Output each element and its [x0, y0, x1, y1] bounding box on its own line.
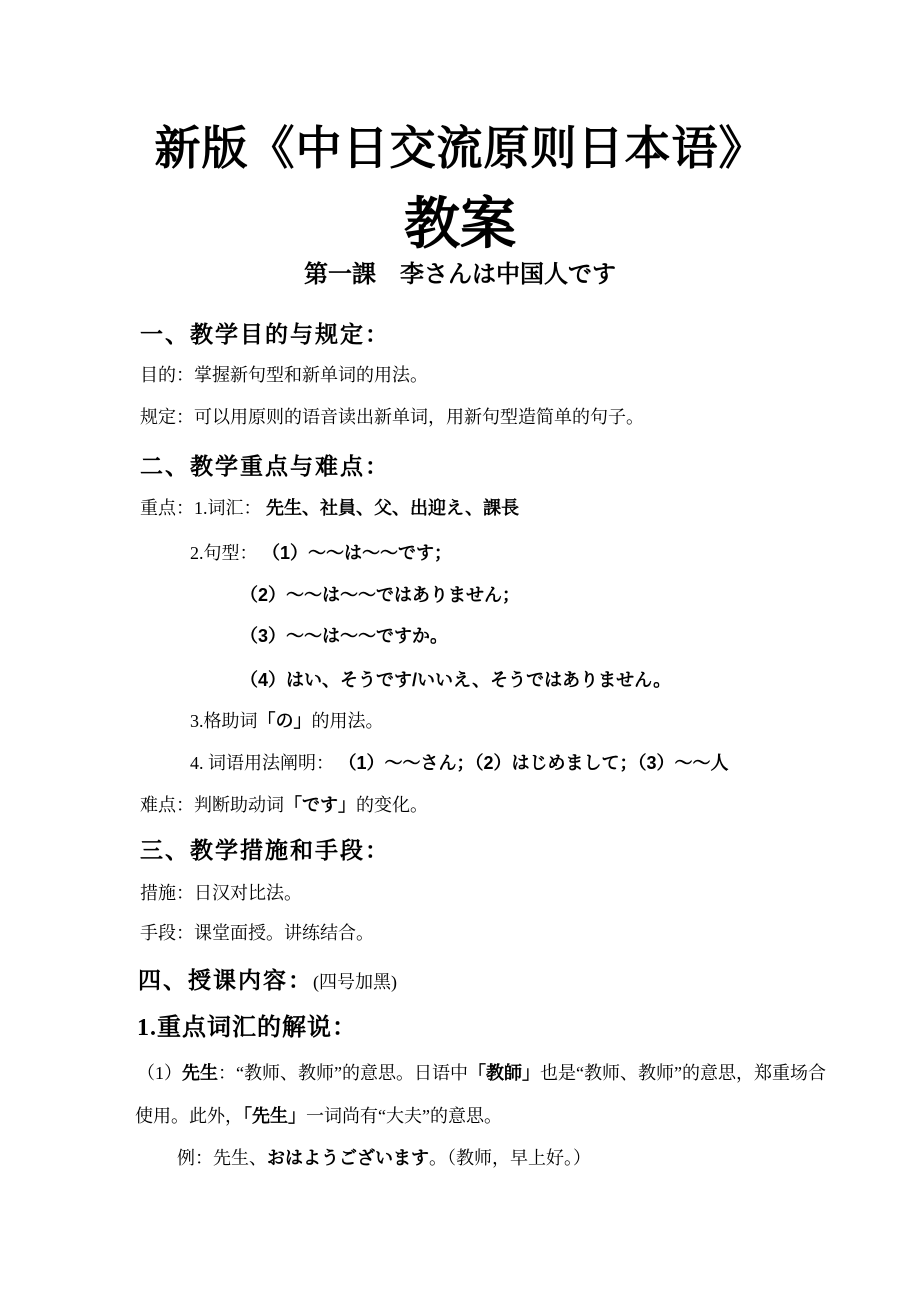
section1-requirement-line: 规定：可以用原则的语音读出新单词，用新句型造简单的句子。 — [140, 407, 644, 427]
section2-pattern-item4: （4）はい、そうです/いいえ、そうではありません。 — [240, 670, 672, 690]
section3-method-line: 措施：日汉对比法。 — [140, 883, 302, 903]
section1-purpose-line: 目的：掌握新句型和新单词的用法。 — [140, 365, 428, 385]
example-tail: 。（教师，早上好。） — [429, 1148, 591, 1168]
pattern-item1: （1）～～は～～です； — [262, 543, 453, 563]
section2-pattern-item3: （3）～～は～～ですか。 — [240, 626, 449, 646]
keypoint-vocabulary-words: 先生、社員、父、出迎え、課長 — [266, 498, 520, 518]
keypoint-prefix: 重点：1.词汇： — [140, 498, 262, 518]
vocab-item1-example — [177, 1144, 591, 1170]
difficulty-prefix: 难点：判断助动词 — [140, 795, 284, 815]
item1-line2-tail: 一词尚有“大夫”的意思。 — [306, 1106, 502, 1126]
section2-usage-line — [190, 749, 729, 775]
section2-keypoint-line — [140, 494, 519, 520]
difficulty-desu: 「です」 — [284, 795, 356, 815]
usage-prefix: 4. 词语用法阐明： — [190, 753, 334, 773]
item1-word-sensei-brackets: 「先生」 — [243, 1106, 306, 1126]
difficulty-suffix: 的变化。 — [356, 795, 428, 815]
particle-prefix: 3.格助词 — [190, 711, 258, 731]
section2-difficulty-line — [140, 791, 428, 817]
particle-suffix: 的用法。 — [311, 711, 384, 731]
section4-heading-text: 四、授课内容： — [138, 968, 313, 993]
lesson-title: 第一課 李さんは中国人です — [304, 261, 616, 288]
particle-no: 「の」 — [257, 711, 312, 731]
item1-line2-head: 使用。此外， — [135, 1106, 243, 1126]
section2-pattern-item2: （2）～～は～～ではありません； — [240, 585, 521, 605]
example-prefix: 例：先生、 — [177, 1148, 267, 1168]
section3-means-line: 手段：课堂面授。讲练结合。 — [140, 923, 374, 943]
item1-word-sensei: 先生 — [182, 1063, 218, 1083]
section2-pattern-line1 — [190, 539, 452, 565]
section4-sub-heading: 1.重点词汇的解说： — [137, 1015, 357, 1041]
vocab-item1-line2 — [135, 1102, 502, 1128]
usage-items: （1）～～さん；（2）はじめまして；（3）～～人 — [338, 753, 729, 773]
book-title: 新版《中日交流原则日本语》 — [154, 123, 766, 174]
item1-word-kyoushi: 「教師」 — [467, 1063, 540, 1083]
section4-heading-note: (四号加黑) — [313, 972, 397, 992]
item1-line1-tail: 也是“教师、教师”的意思，郑重场合 — [539, 1063, 826, 1083]
section2-particle-line — [190, 707, 384, 733]
item1-line1-mid: ：“教师、教师”的意思。日语中 — [218, 1063, 468, 1083]
item1-number: （1） — [137, 1063, 182, 1083]
pattern-prefix: 2.句型： — [190, 543, 258, 563]
section3-heading: 三、教学措施和手段： — [140, 838, 390, 863]
doc-title: 教案 — [404, 194, 516, 256]
section4-heading — [138, 962, 397, 995]
vocab-item1-line1 — [137, 1059, 826, 1085]
section1-heading: 一、教学目的与规定： — [140, 322, 390, 347]
example-greeting: おはようございます — [267, 1148, 429, 1168]
section2-heading: 二、教学重点与难点： — [140, 454, 390, 479]
